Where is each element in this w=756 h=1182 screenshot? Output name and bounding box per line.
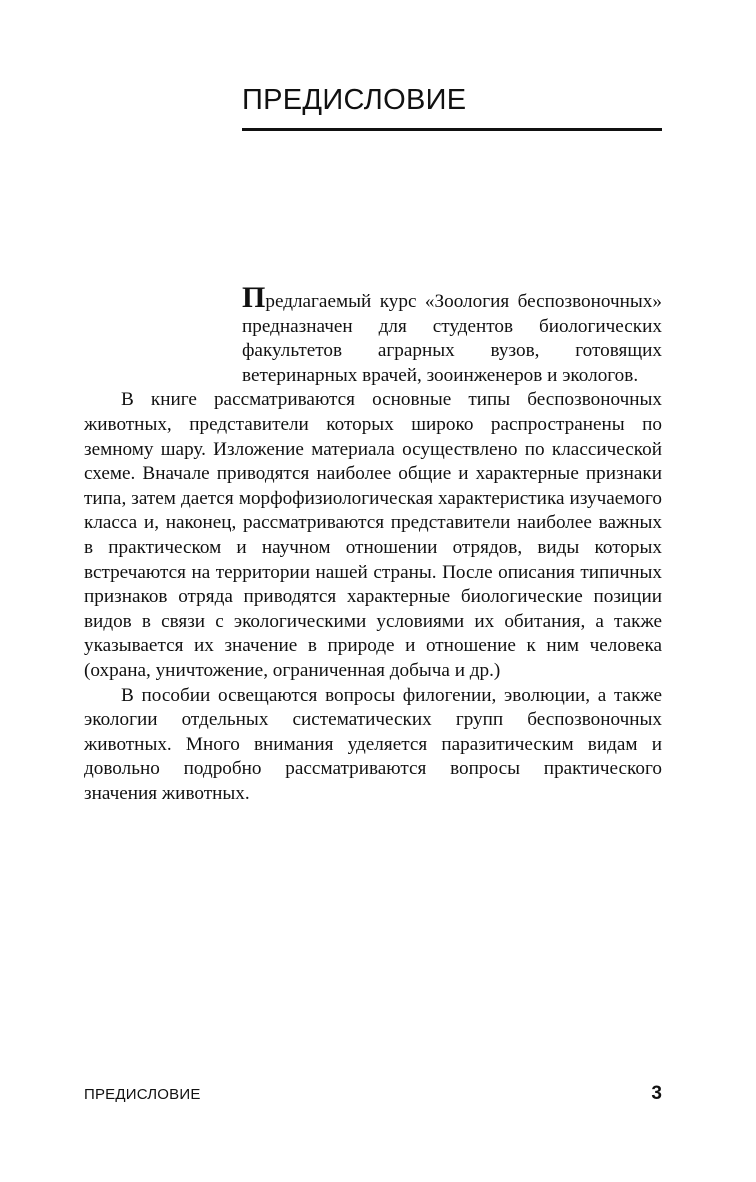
paragraph-3: В пособии освещаются вопросы филогении, эволюции, а также экологии отдельных систематических групп беспозвоночных животных. Много внимания уделяется паразитическим видам и довольно подробно рассматриваются вопросы практического значения животных. [84,684,662,804]
drop-cap: П [242,281,266,314]
paragraph-2: В книге рассматриваются основные типы беспозвоночных животных, представители которых широко распространены по земному шару. Изложение материала осуществлено по классической схеме. Вначале приводятся наиболее общие и характерные признаки типа, затем дается морфофизиологическая характеристика изучаемого класса и, наконец, рассматриваются представители наиболее важных в практическом и научном отношении отрядов, виды которых встречаются на территории нашей страны. После описания типичных признаков отряда приводятся характерные биологические позиции видов в связи с экологическими условиями их обитания, а также указывается их значение в природе и отношение к ним человека (охрана, уничтожение, ограниченная добыча и др.) [84,389,662,681]
running-head: ПРЕДИСЛОВИЕ [84,1086,201,1103]
page-title: ПРЕДИСЛОВИЕ [242,84,467,116]
body-text [84,281,662,806]
page-number: 3 [651,1083,662,1104]
title-underline [242,128,662,131]
paragraph-1-text: редлагаемый курс «Зоология беспозвоночных» предназначен для студентов биологических факультетов аграрных вузов, готовящих ветеринарных врачей, зооинженеров и экологов. [242,291,662,386]
paragraph-1 [84,281,662,388]
